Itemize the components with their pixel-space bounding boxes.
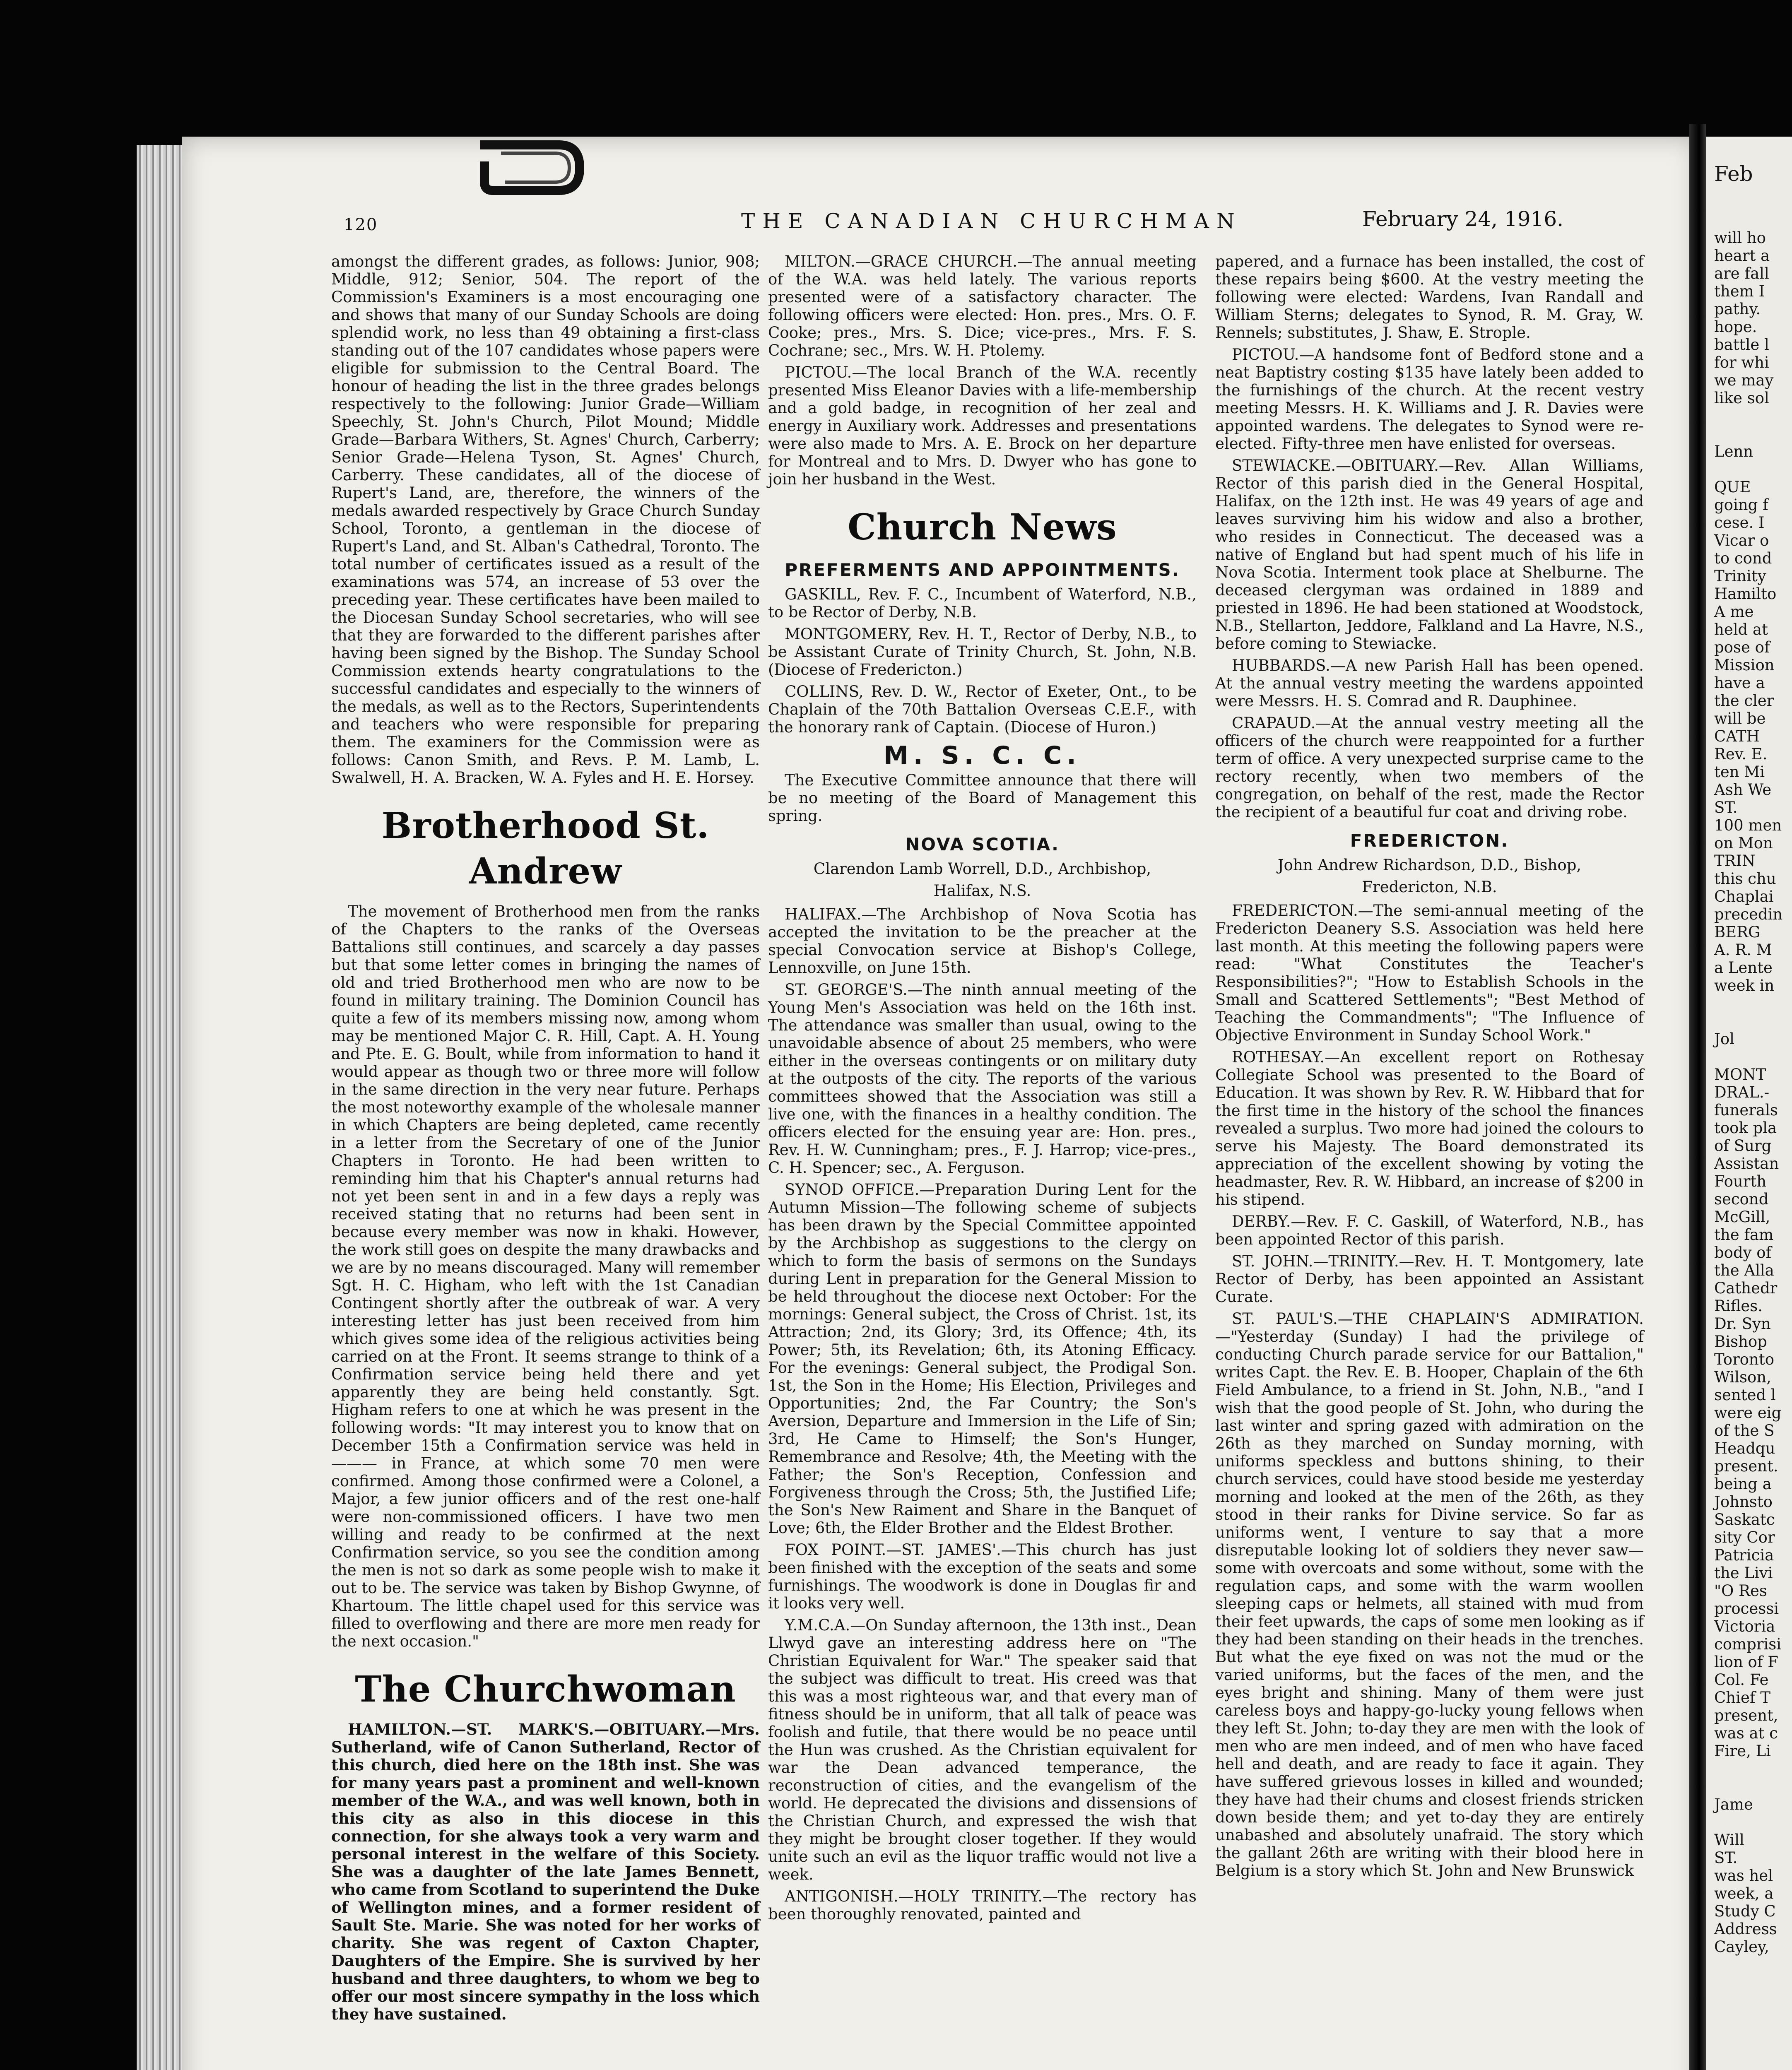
next-page-line: sity Cor [1714, 1528, 1775, 1546]
next-page-line: Cayley, [1714, 1938, 1769, 1956]
column-3 [1215, 253, 1644, 1884]
article-st-pauls: ST. PAUL'S.—THE CHAPLAIN'S ADMIRATION.—"Yesterday (Sunday) I had the privilege of conducting Church parade service for our Battalion," writes Capt. the Rev. E. B. Hooper, Chaplain of the 6th Field Ambulance, to a friend in St. John, N.B., "and I wish that the good people of St. John, who during the last winter and spring gazed with admiration on the 26th as they marched on Sunday morning, with uniforms speckless and buttons shining, to their church services, could have stood beside me yesterday morning and looked at the men of the 26th, as they stood in their ranks for Divine service. So far as uniforms went, I venture to say that a more disreputable looking lot of soldiers they never saw—some with overcoats and some without, some with the regulation caps, and some with the warm woollen sleeping caps or helmets, all stained with mud from their feet upwards, the caps of some men looking as if they had been standing on their heads in the trenches. But what the eye fixed on was not the mud or the varied uniforms, but the faces of the men, and the eyes bright and shining. Many of them were just careless boys and happy-go-lucky young fellows when they left St. John; to-day they are men with the look of men who are men indeed, and of men who have faced hell and death, and are ready to face it again. They have suffered grievous losses in killed and wounded; they have had their chums and closest friends stricken down beside them; and yet to-day they are entirely unabashed and absolutely unafraid. The story which the gallant 26th are writing with their blood here in Belgium is a story which St. John and New Brunswick [1215, 1310, 1644, 1880]
next-page-line: Col. Fe [1714, 1671, 1769, 1689]
next-page-line: body of [1714, 1244, 1772, 1261]
next-page-line: DRAL.- [1714, 1083, 1770, 1101]
item-montgomery: MONTGOMERY, Rev. H. T., Rector of Derby, N.B., to be Assistant Curate of Trinity Church, St. John, N.B. (Diocese of Fredericton.) [768, 625, 1197, 679]
next-page-line: BERG [1714, 923, 1761, 941]
next-page-line: McGill, [1714, 1208, 1770, 1226]
next-page-line: A. R. M [1714, 941, 1772, 959]
next-page-line: Jol [1714, 1030, 1734, 1048]
next-page-line: Fourth [1714, 1172, 1767, 1190]
article-synod-office: SYNOD OFFICE.—Preparation During Lent for the Autumn Mission—The following scheme of subjects has been drawn by the Special Committee appointed by the Archbishop as suggestions to the clergy on which to form the basis of sermons on the Sundays during Lent in preparation for the General Mission to be held throughout the diocese next October: For the mornings: General subject, the Cross of Christ. 1st, its Attraction; 2nd, its Glory; 3rd, its Offence; 4th, its Power; 5th, its Revelation; 6th, its Atoning Efficacy. For the evenings: General subject, the Prodigal Son. 1st, the Son in the Home; His Election, Privileges and Opportunities; 2nd, the Far Country; the Son's Aversion, Departure and Immersion in the Life of Sin; 3rd, He Came to Himself; the Son's Hunger, Remembrance and Resolve; 4th, the Meeting with the Father; the Son's Reception, Confession and Forgiveness through the Cross; 5th, the Justified Life; the Son's New Raiment and Share in the Banquet of Love; 6th, the Elder Brother and the Eldest Brother. [768, 1181, 1197, 1537]
next-page-line: for whi [1714, 354, 1769, 371]
next-page-line: are fall [1714, 265, 1769, 282]
next-page-line: the cler [1714, 692, 1774, 710]
heading-church-news: Church News [848, 506, 1117, 548]
item-collins: COLLINS, Rev. D. W., Rector of Exeter, Ont., to be Chaplain of the 70th Battalion Overseas C.E.F., with the honorary rank of Captain. (Diocese of Huron.) [768, 683, 1197, 736]
next-page-line: A me [1714, 603, 1754, 621]
next-page-line: Wilson, [1714, 1368, 1771, 1386]
next-page-line: sented l [1714, 1386, 1776, 1404]
next-page-line: Rev. E. [1714, 745, 1768, 763]
book-page-edges [137, 145, 186, 2070]
heading-fredericton: FREDERICTON. [1350, 830, 1509, 851]
column-1 [331, 253, 760, 2027]
article-pictou-font: PICTOU.—A handsome font of Bedford stone and a neat Baptistry costing $135 have lately been added to the furnishings of the church. At the recent vestry meeting Messrs. H. K. Williams and J. R. Davies were appointed wardens. The delegates to Synod were re-elected. Fifty-three men have enlisted for overseas. [1215, 346, 1644, 453]
heading-nova-scotia: NOVA SCOTIA. [905, 834, 1060, 854]
next-page-line: Fire, Li [1714, 1742, 1771, 1760]
next-page-line: to cond [1714, 549, 1772, 567]
next-page-line: TRIN [1714, 852, 1756, 870]
next-page-line: was hel [1714, 1867, 1773, 1885]
binder-clip-icon [476, 137, 584, 199]
next-page-line: Toronto [1714, 1350, 1775, 1368]
next-page-line: present. [1714, 1457, 1778, 1475]
next-page-line: funerals [1714, 1101, 1778, 1119]
article-fox-point: FOX POINT.—ST. JAMES'.—This church has just been finished with the exception of the seats and some furnishings. The woodwork is done in Douglas fir and it looks very well. [768, 1541, 1197, 1612]
next-page-line: this chu [1714, 870, 1776, 888]
next-page-line: have a [1714, 674, 1765, 692]
next-page-line [1714, 994, 1792, 1012]
next-page-line: 100 men [1714, 816, 1782, 834]
next-page-line: was at c [1714, 1724, 1778, 1742]
article-derby: DERBY.—Rev. F. C. Gaskill, of Waterford, N.B., has been appointed Rector of this parish. [1215, 1213, 1644, 1248]
next-page-line: CATH [1714, 727, 1760, 745]
article-mscc: The Executive Committee announce that there will be no meeting of the Board of Management this spring. [768, 771, 1197, 825]
next-page-line: Assistan [1714, 1155, 1779, 1172]
book-gutter [1689, 124, 1706, 2070]
next-page-line: Saskatc [1714, 1511, 1775, 1528]
next-page-line: MONT [1714, 1066, 1766, 1083]
article-milton: MILTON.—GRACE CHURCH.—The annual meeting of the W.A. was held lately. The various reports presented were of a satisfactory character. The following officers were elected: Hon. pres., Mrs. O. F. Cooke; pres., Mrs. S. Dice; vice-pres., Mrs. F. S. Cochrane; sec., Mrs. W. H. Ptolemy. [768, 253, 1197, 359]
next-page-line: Hamilto [1714, 585, 1777, 603]
next-page-line: on Mon [1714, 834, 1773, 852]
next-page-line: second [1714, 1190, 1769, 1208]
next-page-line: will ho [1714, 229, 1766, 247]
next-page-line: hope. [1714, 318, 1757, 336]
heading-mscc: M. S. C. C. [884, 741, 1081, 770]
next-page-line: the Alla [1714, 1261, 1774, 1279]
next-page-line [1714, 1012, 1792, 1030]
next-page-line: Cathedr [1714, 1279, 1778, 1297]
article-halifax: HALIFAX.—The Archbishop of Nova Scotia has accepted the invitation to be the preacher at the special Convocation service at Bishop's College, Lennoxville, on June 15th. [768, 905, 1197, 977]
next-page-line: going f [1714, 496, 1768, 514]
next-page-line: the fam [1714, 1226, 1774, 1244]
next-page-line: Patricia [1714, 1546, 1774, 1564]
next-page-line [1714, 1760, 1792, 1778]
next-page-line: we may [1714, 371, 1774, 389]
article-st-john: ST. JOHN.—TRINITY.—Rev. H. T. Montgomery, late Rector of Derby, has been appointed an Assistant Curate. [1215, 1252, 1644, 1306]
next-page-line: Headqu [1714, 1439, 1775, 1457]
next-page-fragment [1706, 137, 1792, 2070]
next-page-line: "O Res [1714, 1582, 1767, 1600]
next-page-line: Vicar o [1714, 532, 1769, 549]
article-stewiacke: STEWIACKE.—OBITUARY.—Rev. Allan Williams, Rector of this parish died in the General Hospital, Halifax, on the 12th inst. He was 49 years of age and leaves surviving him his widow and also a brother, who resides in Connecticut. The deceased was a native of England but had spent much of his life in Nova Scotia. Interment took place at Shelburne. The deceased clergyman was ordained in 1889 and priested in 1896. He had been stationed at Woodstock, N.B., Stellarton, Jeddore, Falkland and La Havre, N.S., before coming to Stewiacke. [1215, 457, 1644, 652]
heading-preferments: PREFERMENTS AND APPOINTMENTS. [785, 560, 1180, 580]
next-page-line: Rifles. [1714, 1297, 1763, 1315]
next-page-line: will be [1714, 710, 1766, 727]
next-page-line [1714, 460, 1792, 478]
heading-brotherhood: Brotherhood St. Andrew [381, 805, 710, 892]
next-page-line: were eig [1714, 1404, 1782, 1422]
next-page-line: of Surg [1714, 1137, 1772, 1155]
next-page-line [1714, 1813, 1792, 1831]
next-page-line: the Livi [1714, 1564, 1773, 1582]
next-page-line: processi [1714, 1600, 1779, 1617]
next-page-line: Bishop [1714, 1333, 1767, 1350]
next-page-line: a Lente [1714, 959, 1773, 977]
item-gaskill: GASKILL, Rev. F. C., Incumbent of Waterford, N.B., to be Rector of Derby, N.B. [768, 585, 1197, 621]
heading-churchwoman: The Churchwoman [355, 1668, 736, 1710]
next-page-line: them I [1714, 282, 1765, 300]
next-page-line: Study C [1714, 1902, 1776, 1920]
next-page-line: present, [1714, 1707, 1778, 1724]
next-page-line: Address [1714, 1920, 1777, 1938]
next-page-line: heart a [1714, 247, 1770, 265]
page-number: 120 [344, 215, 378, 234]
next-page-line: ten Mi [1714, 763, 1765, 781]
next-page-line: ST. [1714, 1849, 1738, 1867]
next-page-line: cese. I [1714, 514, 1765, 532]
next-page-line: Lenn [1714, 443, 1753, 460]
next-page-line: being a [1714, 1475, 1772, 1493]
next-page-line: Mission [1714, 656, 1775, 674]
next-page-line: comprisi [1714, 1635, 1782, 1653]
next-page-line: Johnsto [1714, 1493, 1773, 1511]
next-page-line: pathy. [1714, 300, 1761, 318]
article-brotherhood: The movement of Brotherhood men from the ranks of the Chapters to the ranks of the Overseas Battalions still continues, and scarcely a day passes but that some letter comes in bringing the names of old and tried Brotherhood men who are now to be found in military training. The Dominion Council has quite a few of its members missing now, among whom may be mentioned Major C. R. Hill, Capt. A. H. Young and Pte. E. G. Boult, while from information to hand it would appear as though two or three more will follow in the same direction in the very near future. Perhaps the most noteworthy example of the wholesale manner in which Chapters are being depleted, came recently in a letter from the Secretary of one of the Junior Chapters in Toronto. He had been written to reminding him that his Chapter's annual returns had not yet been sent in and in a few days a reply was received stating that no returns had been sent in because every member was now in khaki. However, the work still goes on despite the many drawbacks and we are by no means discouraged. Many will remember Sgt. H. C. Higham, who left with the 1st Canadian Contingent shortly after the outbreak of war. A very interesting letter has just been received from him which gives some idea of the religious activities being carried on at the Front. It seems strange to think of a Confirmation service being held there and yet apparently they are being held constantly. Sgt. Higham refers to one at which he was present in the following words: "It may interest you to know that on December 15th a Confirmation service was held in ——— in France, at which some 70 men were confirmed. Among those confirmed were a Colonel, a Major, a few junior officers and of the rest one-half were non-commissioned officers. I have two men willing and ready to be confirmed at the next Confirmation service, so you see the condition among the men is not so dark as some people wish to make it out to be. The service was taken by Bishop Gwynne, of Khartoum. The little chapel used for this service was filled to overflowing and there are more men ready for the next occasion." [331, 903, 760, 1650]
next-page-line: Will [1714, 1831, 1744, 1849]
next-page-line [1714, 211, 1792, 229]
issue-date: February 24, 1916. [1362, 207, 1564, 231]
next-page-line: QUE [1714, 478, 1751, 496]
next-page-line: pose of [1714, 638, 1770, 656]
next-page-line [1714, 1048, 1792, 1066]
next-page-line: week in [1714, 977, 1775, 994]
article-st-georges: ST. GEORGE'S.—The ninth annual meeting of the Young Men's Association was held on the 16th inst. The attendance was smaller than usual, owing to the unavoidable absence of about 25 members, who were either in the overseas contingents or on military duty at the outposts of the city. The reports of the various committees showed that the Association was still a live one, with the finances in a healthy condition. The officers elected for the ensuing year are: Hon. pres., Rev. H. W. Cunningham; pres., F. J. Harrop; vice-pres., C. H. Spencer; sec., A. Ferguson. [768, 981, 1197, 1177]
next-page-line: Chaplai [1714, 888, 1774, 905]
next-page-line [1714, 425, 1792, 443]
article-churchwoman: HAMILTON.—ST. MARK'S.—OBITUARY.—Mrs. Sutherland, wife of Canon Sutherland, Rector of this church, died here on the 18th inst. She was for many years past a prominent and well-known member of the W.A., and was well known, both in this city as also in this diocese in this connection, for she always took a very warm and personal interest in the welfare of this Society. She was a daughter of the late James Bennett, who came from Scotland to superintend the Duke of Wellington mines, and a former resident of Sault Ste. Marie. She was noted for her works of charity. She was regent of Caxton Chapter, Daughters of the Empire. She is survived by her husband and three daughters, to whom we beg to offer our most sincere sympathy in the loss which they have sustained. [331, 1720, 760, 2023]
fredericton-bishop-line2: Fredericton, N.B. [1362, 878, 1497, 896]
nova-scotia-bishop-line2: Halifax, N.S. [933, 882, 1031, 900]
next-page-line: took pla [1714, 1119, 1777, 1137]
next-page-line [1714, 1778, 1792, 1796]
next-page-line: lion of F [1714, 1653, 1778, 1671]
article-crapaud: CRAPAUD.—At the annual vestry meeting all the officers of the church were reappointed for a further term of office. A very unexpected surprise came to the rectory recently, when two members of the congregation, on behalf of the rest, made the Rector the recipient of a beautiful fur coat and driving robe. [1215, 714, 1644, 821]
article-sunday-school-exam: amongst the different grades, as follows: Junior, 908; Middle, 912; Senior, 504. The report of the Commission's Examiners is a most encouraging one and shows that many of our Sunday Schools are doing splendid work, no less than 49 obtaining a first-class standing out of the 107 candidates whose papers were eligible for submission to the Central Board. The honour of heading the list in the three grades belongs respectively to the following: Junior Grade—William Speechly, St. John's Church, Pilot Mound; Middle Grade—Barbara Withers, St. Agnes' Church, Carberry; Senior Grade—Helena Tyson, St. Agnes' Church, Carberry. These candidates, all of the diocese of Rupert's Land, are, therefore, the winners of the medals awarded respectively by Grace Church Sunday School, Toronto, a gentleman in the diocese of Rupert's Land, and St. Alban's Cathedral, Toronto. The total number of certificates issued as a result of the examinations was 574, an increase of 53 over the preceding year. These certificates have been mailed to the Diocesan Sunday School secretaries, who will see that they are forwarded to the different parishes after having been signed by the Bishop. The Sunday School Commission extends hearty congratulations to the successful candidates and especially to the winners of the medals, as well as to the Rectors, Superintendents and teachers who were responsible for preparing them. The examiners for the Commission were as follows: Canon Smith, and Revs. P. M. Lamb, L. Swalwell, H. A. Bracken, W. A. Fyles and H. E. Horsey. [331, 253, 760, 787]
next-page-line: Dr. Syn [1714, 1315, 1771, 1333]
next-page-line: Ash We [1714, 781, 1772, 799]
article-hubbards: HUBBARDS.—A new Parish Hall has been opened. At the annual vestry meeting the wardens appointed were Messrs. H. S. Comrad and R. Dauphinee. [1215, 657, 1644, 710]
page-header [182, 207, 1689, 244]
next-page-line: Trinity [1714, 567, 1766, 585]
next-page-line: precedin [1714, 905, 1783, 923]
masthead: THE CANADIAN CHURCHMAN [741, 209, 1242, 233]
article-antigonish-cont: papered, and a furnace has been installed, the cost of these repairs being $600. At the vestry meeting the following were elected: Wardens, Ivan Randall and William Sterns; delegates to Synod, R. M. Gray, W. Rennels; substitutes, J. Shaw, E. Strople. [1215, 253, 1644, 342]
next-page-line [1714, 407, 1792, 425]
next-page-line: Jame [1714, 1796, 1753, 1813]
next-page-line: battle l [1714, 336, 1769, 354]
next-page-line: Feb [1714, 162, 1753, 186]
nova-scotia-bishop-line1: Clarendon Lamb Worrell, D.D., Archbishop, [813, 860, 1151, 878]
article-fredericton: FREDERICTON.—The semi-annual meeting of the Fredericton Deanery S.S. Association was held here last month. At this meeting the following papers were read: "What Constitutes the Teacher's Responsibilities?"; "How to Establish Schools in the Small and Scattered Settlements"; "Best Method of Teaching the Commandments"; "The Influence of Objective Environment in Sunday School Work." [1215, 902, 1644, 1044]
next-page-line: Chief T [1714, 1689, 1771, 1707]
article-rothesay: ROTHESAY.—An excellent report on Rothesay Collegiate School was presented to the Board of Education. It was shown by Rev. R. W. Hibbard that for the first time in the history of the school the finances revealed a surplus. Two more had joined the colours to serve his Majesty. The Board demonstrated its appreciation of the excellent showing by voting the headmaster, Rev. R. W. Hibbard, an increase of $200 in his stipend. [1215, 1048, 1644, 1208]
next-page-line: Victoria [1714, 1617, 1775, 1635]
article-ymca: Y.M.C.A.—On Sunday afternoon, the 13th inst., Dean Llwyd gave an interesting address here on "The Christian Equivalent for War." The speaker said that the subject was difficult to treat. His creed was that this was a most righteous war, and that every man of fitness should be in uniform, that all talk of peace was foolish and futile, that there would be no peace until the Hun was crushed. As the Christian equivalent for war the Dean advanced temperance, the reconstruction of cities, and the evangelism of the world. He deprecated the divisions and dissensions of the Christian Church, and expressed the wish that they might be brought closer together. If they would unite such an evil as the liquor traffic would not live a week. [768, 1616, 1197, 1883]
article-pictou-wa: PICTOU.—The local Branch of the W.A. recently presented Miss Eleanor Davies with a life-membership and a gold badge, in recognition of her zeal and energy in Auxiliary work. Addresses and presentations were also made to Mrs. A. E. Brock on her departure for Montreal and to Mrs. D. Dwyer who has gone to join her husband in the West. [768, 363, 1197, 488]
next-page-line: week, a [1714, 1885, 1774, 1902]
fredericton-bishop-line1: John Andrew Richardson, D.D., Bishop, [1277, 856, 1582, 874]
next-page-line: of the S [1714, 1422, 1775, 1439]
column-2 [768, 253, 1197, 1927]
next-page-line: like sol [1714, 389, 1769, 407]
next-page-line: ST. [1714, 799, 1738, 816]
next-page-text [1714, 137, 1792, 1956]
next-page-line: held at [1714, 621, 1768, 638]
article-antigonish: ANTIGONISH.—HOLY TRINITY.—The rectory has been thoroughly renovated, painted and [768, 1887, 1197, 1923]
